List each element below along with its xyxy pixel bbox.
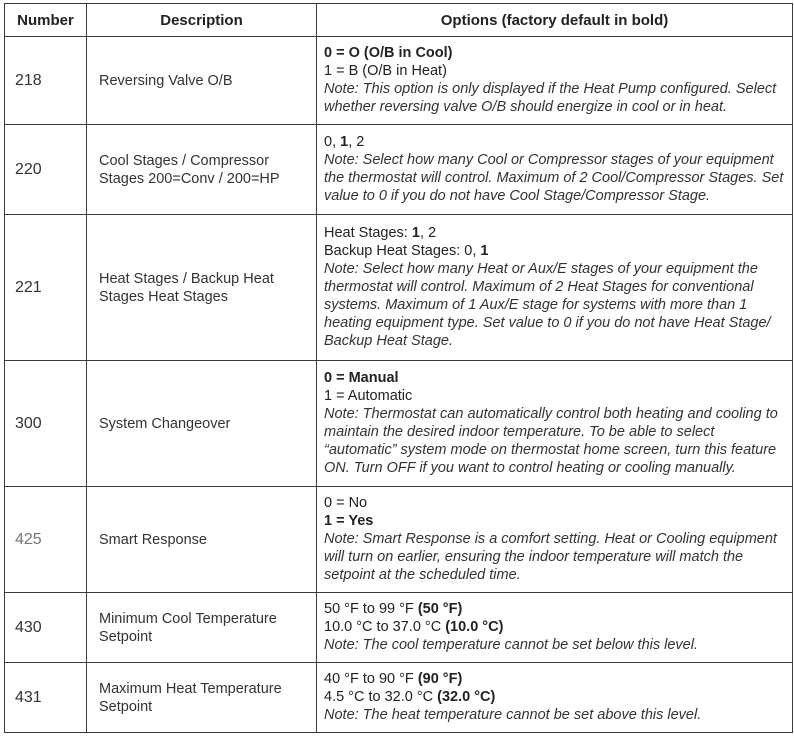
setting-number: 430: [5, 593, 87, 663]
table-row: [5, 663, 793, 733]
option-default: 0 = O (O/B in Cool): [324, 45, 453, 61]
option-line: 4.5 °C to 32.0 °C (32.0 °C): [324, 689, 496, 705]
header-row: [5, 4, 793, 37]
setting-options: [317, 593, 793, 663]
setting-description: Maximum Heat Temperature Setpoint: [87, 663, 317, 733]
option-default: 1: [411, 225, 420, 241]
setting-number: 431: [5, 663, 87, 733]
option-line: 1 = Automatic: [324, 388, 413, 404]
option-line: 0 = No: [324, 495, 368, 511]
table-row: [5, 215, 793, 361]
option-default: 1: [340, 134, 349, 150]
option-line: 10.0 °C to 37.0 °C (10.0 °C): [324, 619, 504, 635]
setting-description: Cool Stages / Compressor Stages 200=Conv / 200=HP: [87, 125, 317, 215]
setting-description: System Changeover: [87, 361, 317, 487]
option-note: Note: Smart Response is a comfort setting. Heat or Cooling equipment will turn on earlier, ensuring the indoor temperature will match the setpoint at the scheduled time.: [324, 531, 777, 583]
option-default: (10.0 °C): [445, 619, 504, 635]
table-row: [5, 361, 793, 487]
option-default: (90 °F): [417, 671, 463, 687]
table-row: [5, 125, 793, 215]
option-default: (32.0 °C): [437, 689, 496, 705]
setting-number: 425: [5, 487, 87, 593]
option-line: 50 °F to 99 °F (50 °F): [324, 601, 463, 617]
setting-options: [317, 215, 793, 361]
setting-number: 221: [5, 215, 87, 361]
setting-description: Minimum Cool Temperature Setpoint: [87, 593, 317, 663]
table-row: [5, 593, 793, 663]
setting-options: [317, 361, 793, 487]
number-header: Number: [5, 4, 87, 37]
setting-number: 218: [5, 37, 87, 125]
setting-description: Reversing Valve O/B: [87, 37, 317, 125]
option-note: Note: The heat temperature cannot be set above this level.: [324, 707, 702, 723]
option-line: Heat Stages: 1, 2: [324, 225, 437, 241]
setting-number: 220: [5, 125, 87, 215]
option-default: 0 = Manual: [324, 370, 399, 386]
table-row: [5, 37, 793, 125]
option-default: (50 °F): [417, 601, 463, 617]
description-header: Description: [87, 4, 317, 37]
option-default: 1 = Yes: [324, 513, 374, 529]
setting-options: [317, 487, 793, 593]
table-row: [5, 487, 793, 593]
option-line: Backup Heat Stages: 0, 1: [324, 243, 489, 259]
setting-options: [317, 663, 793, 733]
option-default: 1: [480, 243, 489, 259]
option-note: Note: Select how many Cool or Compressor stages of your equipment the thermostat will control. Maximum of 2 Cool/Compressor Stages. Set value to 0 if you do not have Cool Stage/Compressor Stage.: [324, 152, 784, 204]
setting-number: 300: [5, 361, 87, 487]
option-line: 40 °F to 90 °F (90 °F): [324, 671, 463, 687]
setting-options: [317, 37, 793, 125]
option-note: Note: The cool temperature cannot be set below this level.: [324, 637, 698, 653]
option-note: Note: This option is only displayed if the Heat Pump configured. Select whether reversing valve O/B should energize in cool or in heat.: [324, 81, 777, 115]
settings-table: [4, 3, 793, 733]
setting-description: Heat Stages / Backup Heat Stages Heat Stages: [87, 215, 317, 361]
setting-description: Smart Response: [87, 487, 317, 593]
option-note: Note: Select how many Heat or Aux/E stages of your equipment the thermostat will control. Maximum of 2 Heat Stages for conventional systems. Maximum of 1 Aux/E stage for systems with more than 1 heating equipment type. Set value to 0 if you do not have Heat Stage/ Backup Heat Stage.: [324, 261, 771, 349]
option-note: Note: Thermostat can automatically control both heating and cooling to maintain the desired indoor temperature. To be able to select “automatic” system mode on thermostat home screen, turn this feature ON. Turn OFF if you want to control heating or cooling manually.: [324, 406, 778, 476]
setting-options: [317, 125, 793, 215]
option-line: 1 = B (O/B in Heat): [324, 63, 447, 79]
option-line: 0, 1, 2: [324, 134, 365, 150]
options-header: Options (factory default in bold): [317, 4, 793, 37]
